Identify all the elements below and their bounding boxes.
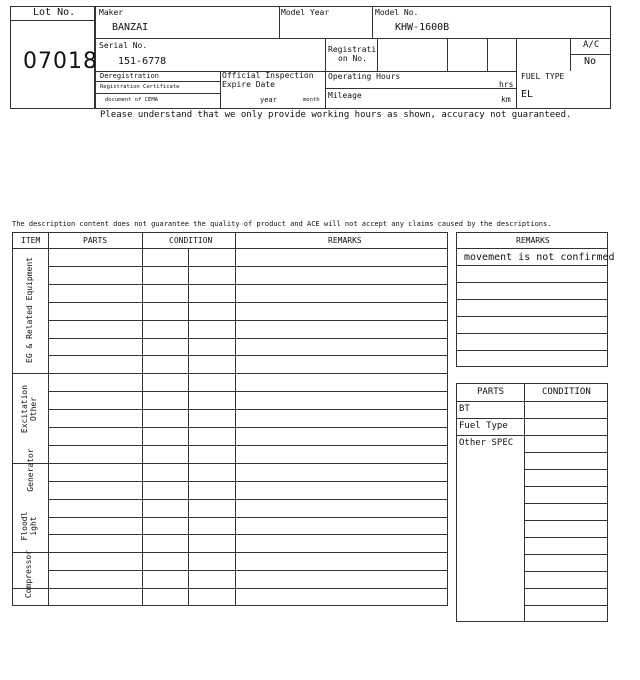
items-section-divider (12, 588, 448, 589)
cema-label: document of CEMA (105, 97, 158, 103)
remarks-row-line (456, 265, 608, 266)
parts-row-line (524, 554, 608, 555)
col-year-right (372, 6, 373, 38)
items-row-line (48, 499, 448, 500)
model-year-label: Model Year (281, 8, 330, 17)
items-row-line (48, 517, 448, 518)
model-no-label: Model No. (375, 8, 419, 17)
description-disclaimer: The description content does not guarantee the quality of product and ACE will not accept any claims caused by the descriptions. (12, 220, 552, 228)
lot-divider (10, 20, 95, 21)
parts-row-line (524, 605, 608, 606)
items-header-item: ITEM (21, 236, 41, 245)
remarks-row-line (456, 299, 608, 300)
parts-header-condition: CONDITION (542, 387, 591, 397)
hours-mileage-line (325, 88, 516, 89)
serial-label: Serial No. (99, 41, 148, 50)
parts-row-other-spec: Other SPEC (459, 438, 514, 448)
parts-row-line (524, 503, 608, 504)
items-row-line (48, 481, 448, 482)
operating-hours-label: Operating Hours (328, 72, 401, 81)
month-label: month (303, 97, 320, 103)
parts-row-line (524, 486, 608, 487)
items-row-line (48, 445, 448, 446)
fuel-type-label: FUEL TYPE (521, 72, 565, 81)
section-generator-label: Generator (26, 448, 35, 492)
fuel-type-value: EL (521, 89, 534, 100)
inspection-label-1: Official Inspection (222, 71, 314, 80)
maker-value: BANZAI (112, 22, 149, 33)
items-row-line (48, 409, 448, 410)
remarks-header-line (456, 248, 608, 249)
parts-row-line (456, 435, 608, 436)
reg-cert-label: Registration Certificate (100, 84, 180, 90)
registration-label-1: Registrati (328, 45, 377, 54)
remarks-first-row: movement is not confirmed (464, 252, 615, 263)
items-row-line (48, 302, 448, 303)
dereg-sub-line-2 (95, 93, 220, 94)
col-ac-left (570, 38, 571, 71)
parts-row-line (524, 469, 608, 470)
items-col-item-right (48, 232, 49, 606)
col-serial-right (325, 38, 326, 109)
dereg-label: Deregistration (100, 72, 160, 80)
items-col-parts-right (142, 232, 143, 606)
hours-disclaimer: Please understand that we only provide working hours as shown, accuracy not guaranteed. (100, 110, 572, 120)
mileage-label: Mileage (328, 91, 362, 100)
items-row-line (48, 427, 448, 428)
lot-label: Lot No. (33, 7, 76, 18)
maker-label: Maker (99, 8, 124, 17)
model-no-value: KHW-1600B (395, 22, 450, 33)
section-excitation-label-2: Other (29, 396, 38, 422)
items-section-divider (12, 373, 448, 374)
year-label: year (260, 96, 277, 104)
col-reg-3 (487, 38, 488, 71)
serial-value: 151-6778 (118, 56, 167, 67)
items-row-line (48, 570, 448, 571)
parts-header-line (456, 401, 608, 402)
parts-row-line (524, 588, 608, 589)
parts-row-line (524, 520, 608, 521)
col-fuel-left (516, 38, 517, 109)
info-row-1-line (95, 38, 611, 39)
items-table-border (12, 232, 448, 606)
items-col-condition-right (235, 232, 236, 606)
remarks-row-line (456, 333, 608, 334)
items-section-divider (12, 463, 448, 464)
parts-row-line (524, 452, 608, 453)
remarks-header: REMARKS (516, 236, 550, 245)
items-header-remarks: REMARKS (328, 236, 362, 245)
items-header-condition: CONDITION (169, 236, 213, 245)
items-row-line (48, 338, 448, 339)
parts-row-line (456, 418, 608, 419)
col-reg-1 (377, 38, 378, 71)
parts-row-line (524, 537, 608, 538)
dereg-sub-line (95, 81, 220, 82)
lot-number: 07018 (23, 49, 98, 74)
section-eg-label: EG & Related Equipment (25, 257, 34, 363)
parts-row-bt: BT (459, 404, 470, 414)
section-compressor-label: Compressor (24, 549, 33, 599)
section-floodlight-label-1: Floodl (20, 511, 29, 541)
ac-value: No (584, 56, 597, 67)
items-row-line (48, 320, 448, 321)
remarks-row-line (456, 350, 608, 351)
items-header-parts: PARTS (83, 236, 108, 245)
items-row-line (48, 534, 448, 535)
col-reg-2 (447, 38, 448, 71)
items-section-divider (12, 552, 448, 553)
remarks-row-line (456, 316, 608, 317)
ac-label: A/C (583, 40, 600, 50)
col-dereg-right (220, 71, 221, 109)
remarks-row-line (456, 282, 608, 283)
hrs-label: hrs (499, 80, 514, 89)
parts-header-parts: PARTS (477, 387, 505, 397)
items-row-line (48, 266, 448, 267)
km-label: km (501, 95, 511, 104)
info-row-2-line-ac (570, 54, 611, 55)
items-row-line (48, 355, 448, 356)
parts-row-line (524, 571, 608, 572)
registration-label-2: on No. (338, 54, 367, 63)
inspection-label-2: Expire Date (222, 80, 275, 89)
parts-row-fuel-type: Fuel Type (459, 421, 508, 431)
items-row-line (48, 284, 448, 285)
section-excitation-label-1: Excitation (20, 384, 29, 434)
col-maker-right (279, 6, 280, 38)
section-floodlight-label-2: ight (29, 516, 38, 536)
items-row-line (48, 391, 448, 392)
items-header-line (12, 248, 448, 249)
